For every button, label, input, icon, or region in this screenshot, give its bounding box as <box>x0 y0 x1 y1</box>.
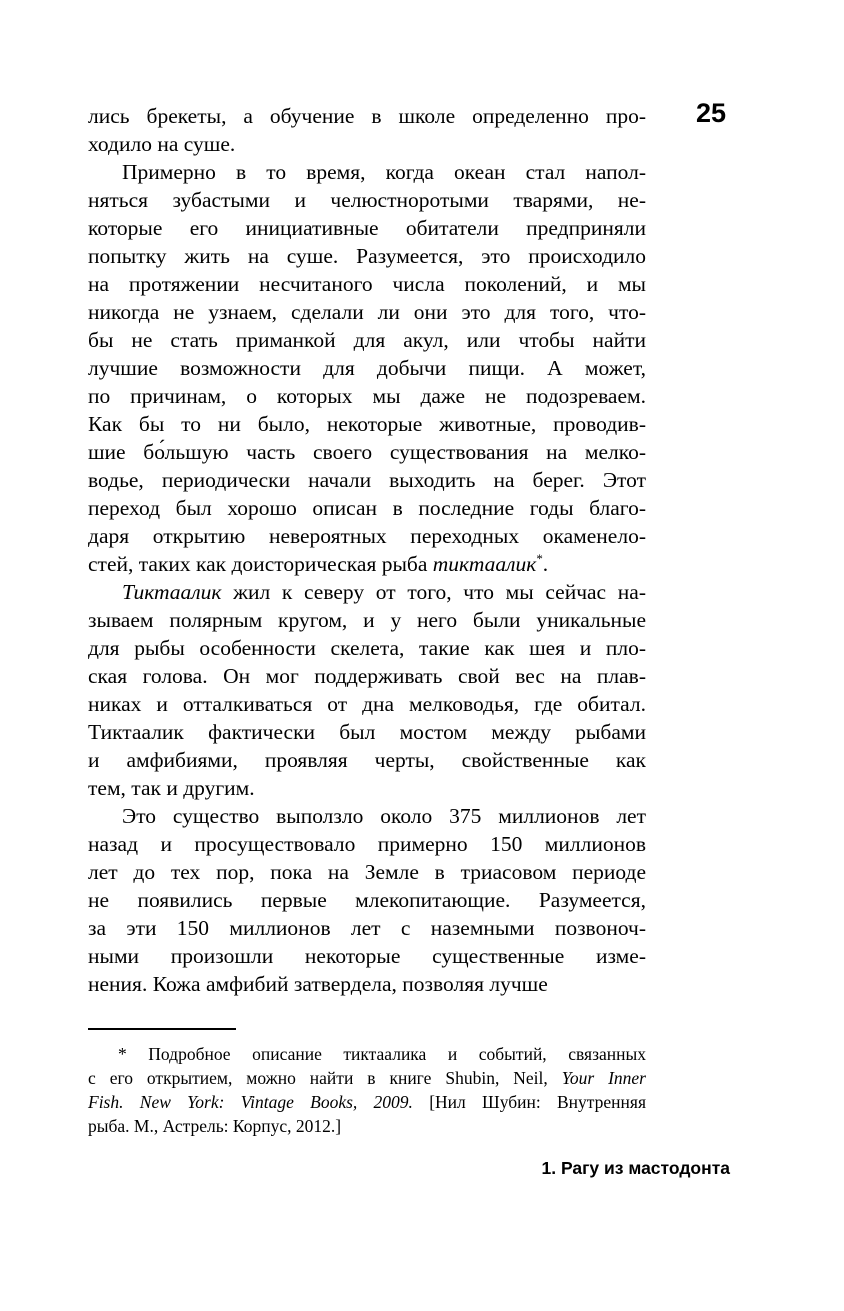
footnote-divider <box>88 1028 236 1030</box>
text-run: Примерно в то время, когда океан стал напол- <box>122 160 646 184</box>
paragraph <box>88 1042 646 1138</box>
text-line <box>88 382 646 410</box>
text-run: назад и просуществовало примерно 150 миллионов <box>88 832 646 856</box>
footnote-marker: * <box>536 551 543 566</box>
text-run: за эти 150 миллионов лет с наземными позвоноч- <box>88 916 646 940</box>
text-line <box>88 298 646 326</box>
text-line <box>88 802 646 830</box>
text-run: [Нил Шубин: Внутренняя <box>412 1092 647 1112</box>
text-run: по причинам, о которых мы даже не подозреваем. <box>88 384 646 408</box>
text-run: ская голова. Он мог поддерживать свой вес на плав- <box>88 664 646 688</box>
text-run: никах и отталкиваться от дна мелководья, где обитал. <box>88 692 646 716</box>
text-run: тем, так и другим. <box>88 776 255 800</box>
paragraph <box>88 578 646 802</box>
text-run: бы не стать приманкой для акул, или чтобы найти <box>88 328 646 352</box>
text-line <box>88 774 646 802</box>
text-line <box>88 186 646 214</box>
text-run: никогда не узнаем, сделали ли они это для того, что- <box>88 300 646 324</box>
text-line <box>88 494 646 522</box>
text-line <box>88 102 646 130</box>
italic-text: тиктаалик <box>432 552 537 576</box>
text-line <box>88 662 646 690</box>
text-line <box>88 1090 646 1114</box>
text-run: не появились первые млекопитающие. Разумеется, <box>88 888 646 912</box>
text-line <box>88 522 646 550</box>
body-paragraphs <box>88 102 646 998</box>
italic-text: Your Inner <box>561 1068 646 1088</box>
text-run: * Подробное описание тиктаалика и событий, связанных <box>118 1044 646 1064</box>
text-run: с его открытием, можно найти в книге Shubin, Neil, <box>88 1068 562 1088</box>
text-line <box>88 158 646 186</box>
text-line <box>88 326 646 354</box>
text-line <box>88 466 646 494</box>
text-line <box>88 270 646 298</box>
text-run: и амфибиями, проявляя черты, свойственные как <box>88 748 646 772</box>
text-run: лись брекеты, а обучение в школе определенно про- <box>88 104 646 128</box>
text-line <box>88 130 646 158</box>
text-run: для рыбы особенности скелета, такие как шея и пло- <box>88 636 646 660</box>
text-run: водье, периодически начали выходить на берег. Этот <box>88 468 646 492</box>
italic-text: Тиктаалик <box>122 580 222 604</box>
text-run: . <box>542 552 549 576</box>
footnote <box>88 1042 646 1138</box>
text-run: лучшие возможности для добычи пищи. А может, <box>88 356 646 380</box>
italic-text: Fish. New York: Vintage Books, 2009. <box>88 1092 413 1112</box>
text-line <box>88 438 646 466</box>
text-run: жил к северу от того, что мы сейчас на- <box>221 580 646 604</box>
text-run: Как бы то ни было, некоторые животные, проводив- <box>88 412 646 436</box>
text-run: рыба. М., Астрель: Корпус, 2012.] <box>88 1116 342 1136</box>
paragraph <box>88 802 646 998</box>
text-run: нения. Кожа амфибий затвердела, позволяя лучше <box>88 972 548 996</box>
text-run: зываем полярным кругом, и у него были уникальные <box>88 608 646 632</box>
paragraph <box>88 102 646 158</box>
text-line <box>88 1114 646 1138</box>
text-line <box>88 214 646 242</box>
text-line <box>88 690 646 718</box>
text-line <box>88 578 646 606</box>
text-run: переход был хорошо описан в последние годы благо- <box>88 496 646 520</box>
text-run: Тиктаалик фактически был мостом между рыбами <box>88 720 646 744</box>
text-run: попытку жить на суше. Разумеется, это происходило <box>88 244 646 268</box>
text-line <box>88 550 646 578</box>
text-line <box>88 1066 646 1090</box>
text-line <box>88 606 646 634</box>
text-run: стей, таких как доисторическая рыба <box>88 552 433 576</box>
text-run: няться зубастыми и челюстноротыми тварями, не- <box>88 188 646 212</box>
chapter-footer: 1. Рагу из мастодонта <box>541 1158 730 1178</box>
text-line <box>88 942 646 970</box>
text-block <box>88 102 646 1138</box>
text-line <box>88 830 646 858</box>
text-run: Это существо выползло около 375 миллионов лет <box>122 804 646 828</box>
text-line <box>88 886 646 914</box>
text-run: которые его инициативные обитатели предприняли <box>88 216 646 240</box>
text-line <box>88 914 646 942</box>
text-line <box>88 1042 646 1066</box>
text-line <box>88 242 646 270</box>
page-number: 25 <box>696 98 727 128</box>
paragraph <box>88 158 646 578</box>
text-run: лет до тех пор, пока на Земле в триасовом периоде <box>88 860 646 884</box>
text-line <box>88 354 646 382</box>
text-line <box>88 970 646 998</box>
text-run: ходило на суше. <box>88 132 236 156</box>
text-run: ными произошли некоторые существенные изме- <box>88 944 646 968</box>
text-run: даря открытию невероятных переходных окаменело- <box>88 524 646 548</box>
text-line <box>88 634 646 662</box>
text-line <box>88 718 646 746</box>
text-line <box>88 746 646 774</box>
text-run: на протяжении несчитаного числа поколений, и мы <box>88 272 646 296</box>
text-run: шие бо́льшую часть своего существования на мелко- <box>88 440 646 464</box>
text-line <box>88 410 646 438</box>
text-line <box>88 858 646 886</box>
